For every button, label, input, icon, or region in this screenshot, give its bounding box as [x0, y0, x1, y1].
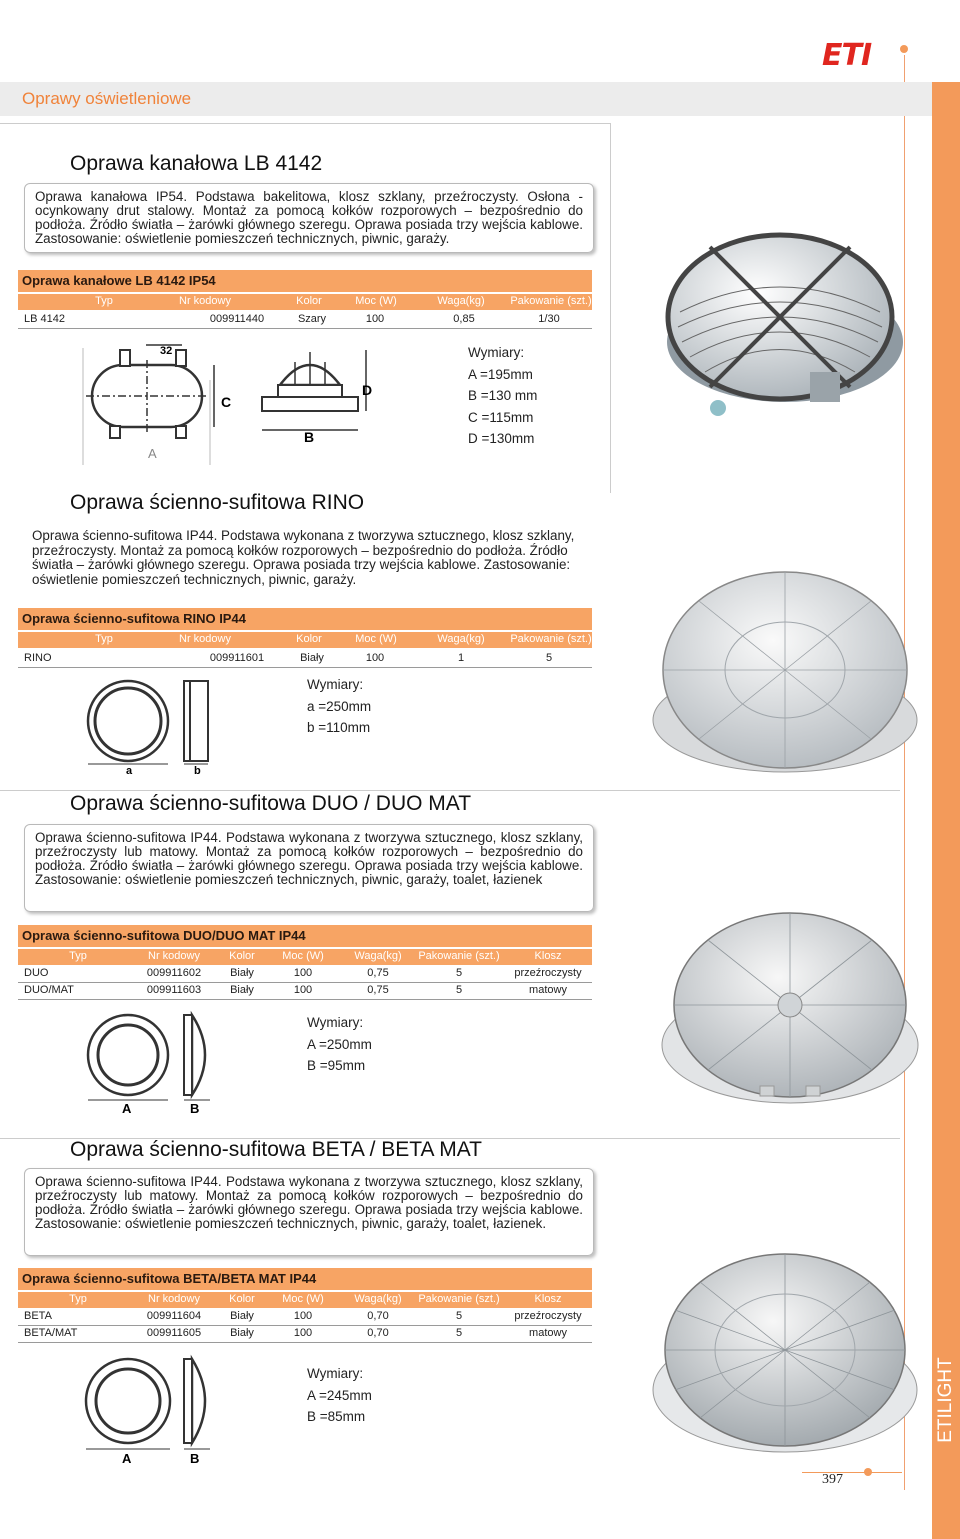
dim-value: B =85mm: [307, 1409, 366, 1424]
table-row: [18, 1326, 592, 1343]
dim-label-a: A: [122, 1451, 132, 1466]
column-header: Typ: [95, 633, 113, 645]
dim-value: D =130mm: [468, 431, 535, 446]
accent-dot: [900, 45, 908, 53]
description-text: Oprawa ścienno-sufitowa IP44. Podstawa wykonana z tworzywa sztucznego, klosz szklany, przeźroczysty. Montaż za pomocą kołków rozporowych – bezpośrednio do podłoża. Źródło światła – żarówki głównego szeregu. Oprawa posiada trzy wejścia kablowe. Zastosowanie: oświetlenie pomieszczeń technicznych, piwnic, garaży.: [32, 528, 575, 587]
dim-label-a: a: [126, 765, 133, 777]
cell: 009911604: [146, 1310, 202, 1322]
cell: 0,70: [367, 1327, 389, 1339]
dim-value: A =250mm: [307, 1036, 372, 1052]
cell: Biały: [230, 967, 254, 979]
column-header: Moc (W): [282, 1293, 324, 1305]
cell: 5: [455, 1327, 463, 1339]
duo-product-photo: [660, 910, 920, 1105]
cell: BETA/MAT: [24, 1327, 78, 1339]
table-row: [18, 966, 592, 983]
table-row: [18, 1309, 592, 1326]
accent-dot: [864, 1468, 872, 1476]
dims-label: Wymiary:: [307, 1015, 364, 1030]
column-header: Kolor: [229, 1293, 255, 1305]
cell: 5: [455, 984, 463, 996]
table-title: Oprawa ścienno-sufitowa RINO IP44: [18, 608, 592, 630]
cell: 100: [293, 984, 313, 996]
cell: 1: [457, 652, 465, 664]
dims-label: Wymiary:: [307, 677, 364, 692]
dims-label: Wymiary:: [468, 345, 525, 360]
footer-rule: [802, 1472, 902, 1473]
cell: przeźroczysty: [514, 967, 582, 979]
dims-label: Wymiary:: [307, 1366, 364, 1381]
table-header: [18, 949, 592, 965]
beta-product-photo: [650, 1250, 920, 1460]
column-header: Kolor: [296, 633, 322, 645]
cell: 009911440: [209, 313, 265, 325]
cell: 1/30: [538, 313, 560, 325]
cell: 5: [455, 1310, 463, 1322]
rino-product-photo: [650, 570, 920, 780]
cell: 009911605: [146, 1327, 202, 1339]
column-header: Waga(kg): [354, 1293, 402, 1305]
section-title: Oprawa kanałowa LB 4142: [70, 152, 323, 175]
cell: 5: [455, 967, 463, 979]
column-header: Nr kodowy: [148, 1293, 200, 1305]
cell: Biały: [230, 1310, 254, 1322]
column-header: Typ: [69, 1293, 87, 1305]
description-box: Oprawa kanałowa IP54. Podstawa bakelitowa, klosz szklany, przeźroczysty. Osłona - ocynkowany drut stalowy. Montaż za pomocą kołków rozporowych – bezpośrednio do podłoża. Źródło światła – żarówki głównego szeregu. Oprawa posiada trzy wejścia kablowe. Zastosowanie: oświetlenie pomieszczeń technicznych, piwnic, garaży.: [24, 183, 594, 253]
column-header: Kolor: [296, 295, 322, 307]
table-row: [18, 651, 592, 668]
dimensions-block: [307, 674, 371, 739]
cell: Biały: [230, 1327, 254, 1339]
frame-line: [610, 123, 611, 493]
dim-value: C =115mm: [468, 409, 534, 425]
dim-label-b: B: [190, 1101, 200, 1116]
column-header: Pakowanie (szt.): [418, 950, 500, 962]
column-header: Typ: [95, 295, 113, 307]
section-title: Oprawa ścienno-sufitowa DUO / DUO MAT: [70, 792, 472, 815]
frame-line: [0, 123, 610, 124]
dim-label-b: B: [304, 429, 315, 445]
rino-technical-drawing: [80, 676, 225, 776]
column-header: Pakowanie (szt.): [510, 295, 592, 307]
dim-value: b =110mm: [307, 720, 371, 735]
dim-value: A =245mm: [307, 1387, 372, 1403]
dim-label-top: 32: [160, 345, 173, 357]
dimensions-block: [468, 342, 537, 450]
cell: 009911601: [209, 652, 265, 664]
section-title: Oprawa ścienno-sufitowa BETA / BETA MAT: [70, 1138, 482, 1161]
column-header: Moc (W): [282, 950, 324, 962]
cell: 100: [293, 967, 313, 979]
side-tab: [934, 1355, 958, 1445]
description-box: Oprawa ścienno-sufitowa IP44. Podstawa wykonana z tworzywa sztucznego, klosz szklany, przeźroczysty lub matowy. Montaż za pomocą kołków rozporowych – bezpośrednio do podłoża. Źródło światła – żarówki głównego szeregu. Oprawa posiada trzy wejścia kablowe. Zastosowanie: oświetlenie pomieszczeń technicznych, piwnic, garaży, toalet, łazienek.: [24, 1168, 594, 1256]
cell: 5: [545, 652, 553, 664]
table-title: Oprawa ścienno-sufitowa BETA/BETA MAT IP44: [18, 1268, 592, 1290]
lb4142-product-photo: [650, 212, 920, 427]
cell: DUO/MAT: [24, 984, 74, 996]
cell: przeźroczysty: [514, 1310, 582, 1322]
cell: 0,75: [367, 967, 389, 979]
duo-technical-drawing: [80, 1010, 225, 1115]
cell: 100: [293, 1310, 313, 1322]
column-header: Klosz: [534, 1293, 562, 1305]
column-header: Nr kodowy: [179, 295, 231, 307]
column-header: Waga(kg): [437, 295, 485, 307]
page-number: 397: [822, 1472, 843, 1487]
cell: 0,75: [367, 984, 389, 996]
cell: LB 4142: [24, 313, 65, 325]
dim-value: a =250mm: [307, 698, 372, 714]
cell: 100: [365, 652, 385, 664]
eti-logo: ETI: [822, 38, 872, 73]
table-title: Oprawa kanałowe LB 4142 IP54: [18, 270, 592, 292]
table-header: [18, 632, 592, 648]
cell: matowy: [529, 984, 567, 996]
column-header: Pakowanie (szt.): [418, 1293, 500, 1305]
column-header: Pakowanie (szt.): [510, 633, 592, 645]
cell: RINO: [24, 652, 52, 664]
column-header: Nr kodowy: [148, 950, 200, 962]
column-header: Waga(kg): [354, 950, 402, 962]
cell: Biały: [300, 652, 324, 664]
section-title: Oprawa ścienno-sufitowa RINO: [70, 491, 365, 514]
column-header: Moc (W): [355, 633, 397, 645]
cell: 0,70: [367, 1310, 389, 1322]
column-header: Moc (W): [355, 295, 397, 307]
dim-label-a: A: [122, 1101, 132, 1116]
beta-technical-drawing: [80, 1353, 225, 1468]
table-header: [18, 294, 592, 310]
category-title: Oprawy oświetleniowe: [22, 89, 192, 108]
dim-value: A =195mm: [468, 366, 533, 382]
cell: 100: [365, 313, 385, 325]
dim-label-d: D: [362, 382, 373, 398]
cell: 009911602: [146, 967, 202, 979]
dim-value: B =95mm: [307, 1058, 366, 1073]
column-header: Klosz: [534, 950, 562, 962]
table-row: [18, 312, 592, 329]
cell: matowy: [529, 1327, 567, 1339]
lb4142-technical-drawing: [80, 340, 400, 465]
table-title: Oprawa ścienno-sufitowa DUO/DUO MAT IP44: [18, 925, 592, 947]
column-header: Nr kodowy: [179, 633, 231, 645]
dim-label-b: b: [194, 765, 201, 777]
column-header: Kolor: [229, 950, 255, 962]
dim-label-b: B: [190, 1451, 200, 1466]
cell: BETA: [24, 1310, 52, 1322]
side-band: [932, 82, 960, 1539]
cell: Szary: [297, 313, 327, 325]
cell: Biały: [230, 984, 254, 996]
table-header: [18, 1292, 592, 1308]
frame-line: [0, 790, 900, 791]
side-tab-label: ETILIGHT: [935, 1357, 956, 1443]
dim-value: B =130 mm: [468, 388, 538, 403]
cell: 009911603: [146, 984, 202, 996]
column-header: Waga(kg): [437, 633, 485, 645]
cell: 0,85: [453, 313, 475, 325]
dimensions-block: [307, 1012, 372, 1077]
column-header: Typ: [69, 950, 87, 962]
dim-label-a: A: [148, 446, 157, 461]
table-row: [18, 983, 592, 1000]
dimensions-block: [307, 1363, 372, 1428]
cell: DUO: [24, 967, 49, 979]
dim-label-c: C: [221, 394, 232, 410]
cell: 100: [293, 1327, 313, 1339]
description-box: Oprawa ścienno-sufitowa IP44. Podstawa wykonana z tworzywa sztucznego, klosz szklany, przeźroczysty lub matowy. Montaż za pomocą kołków rozporowych – bezpośrednio do podłoża. Źródło światła – żarówki głównego szeregu. Oprawa posiada trzy wejścia kablowe. Zastosowanie: oświetlenie pomieszczeń technicznych, piwnic, garaży, toalet, łazienek: [24, 824, 594, 912]
